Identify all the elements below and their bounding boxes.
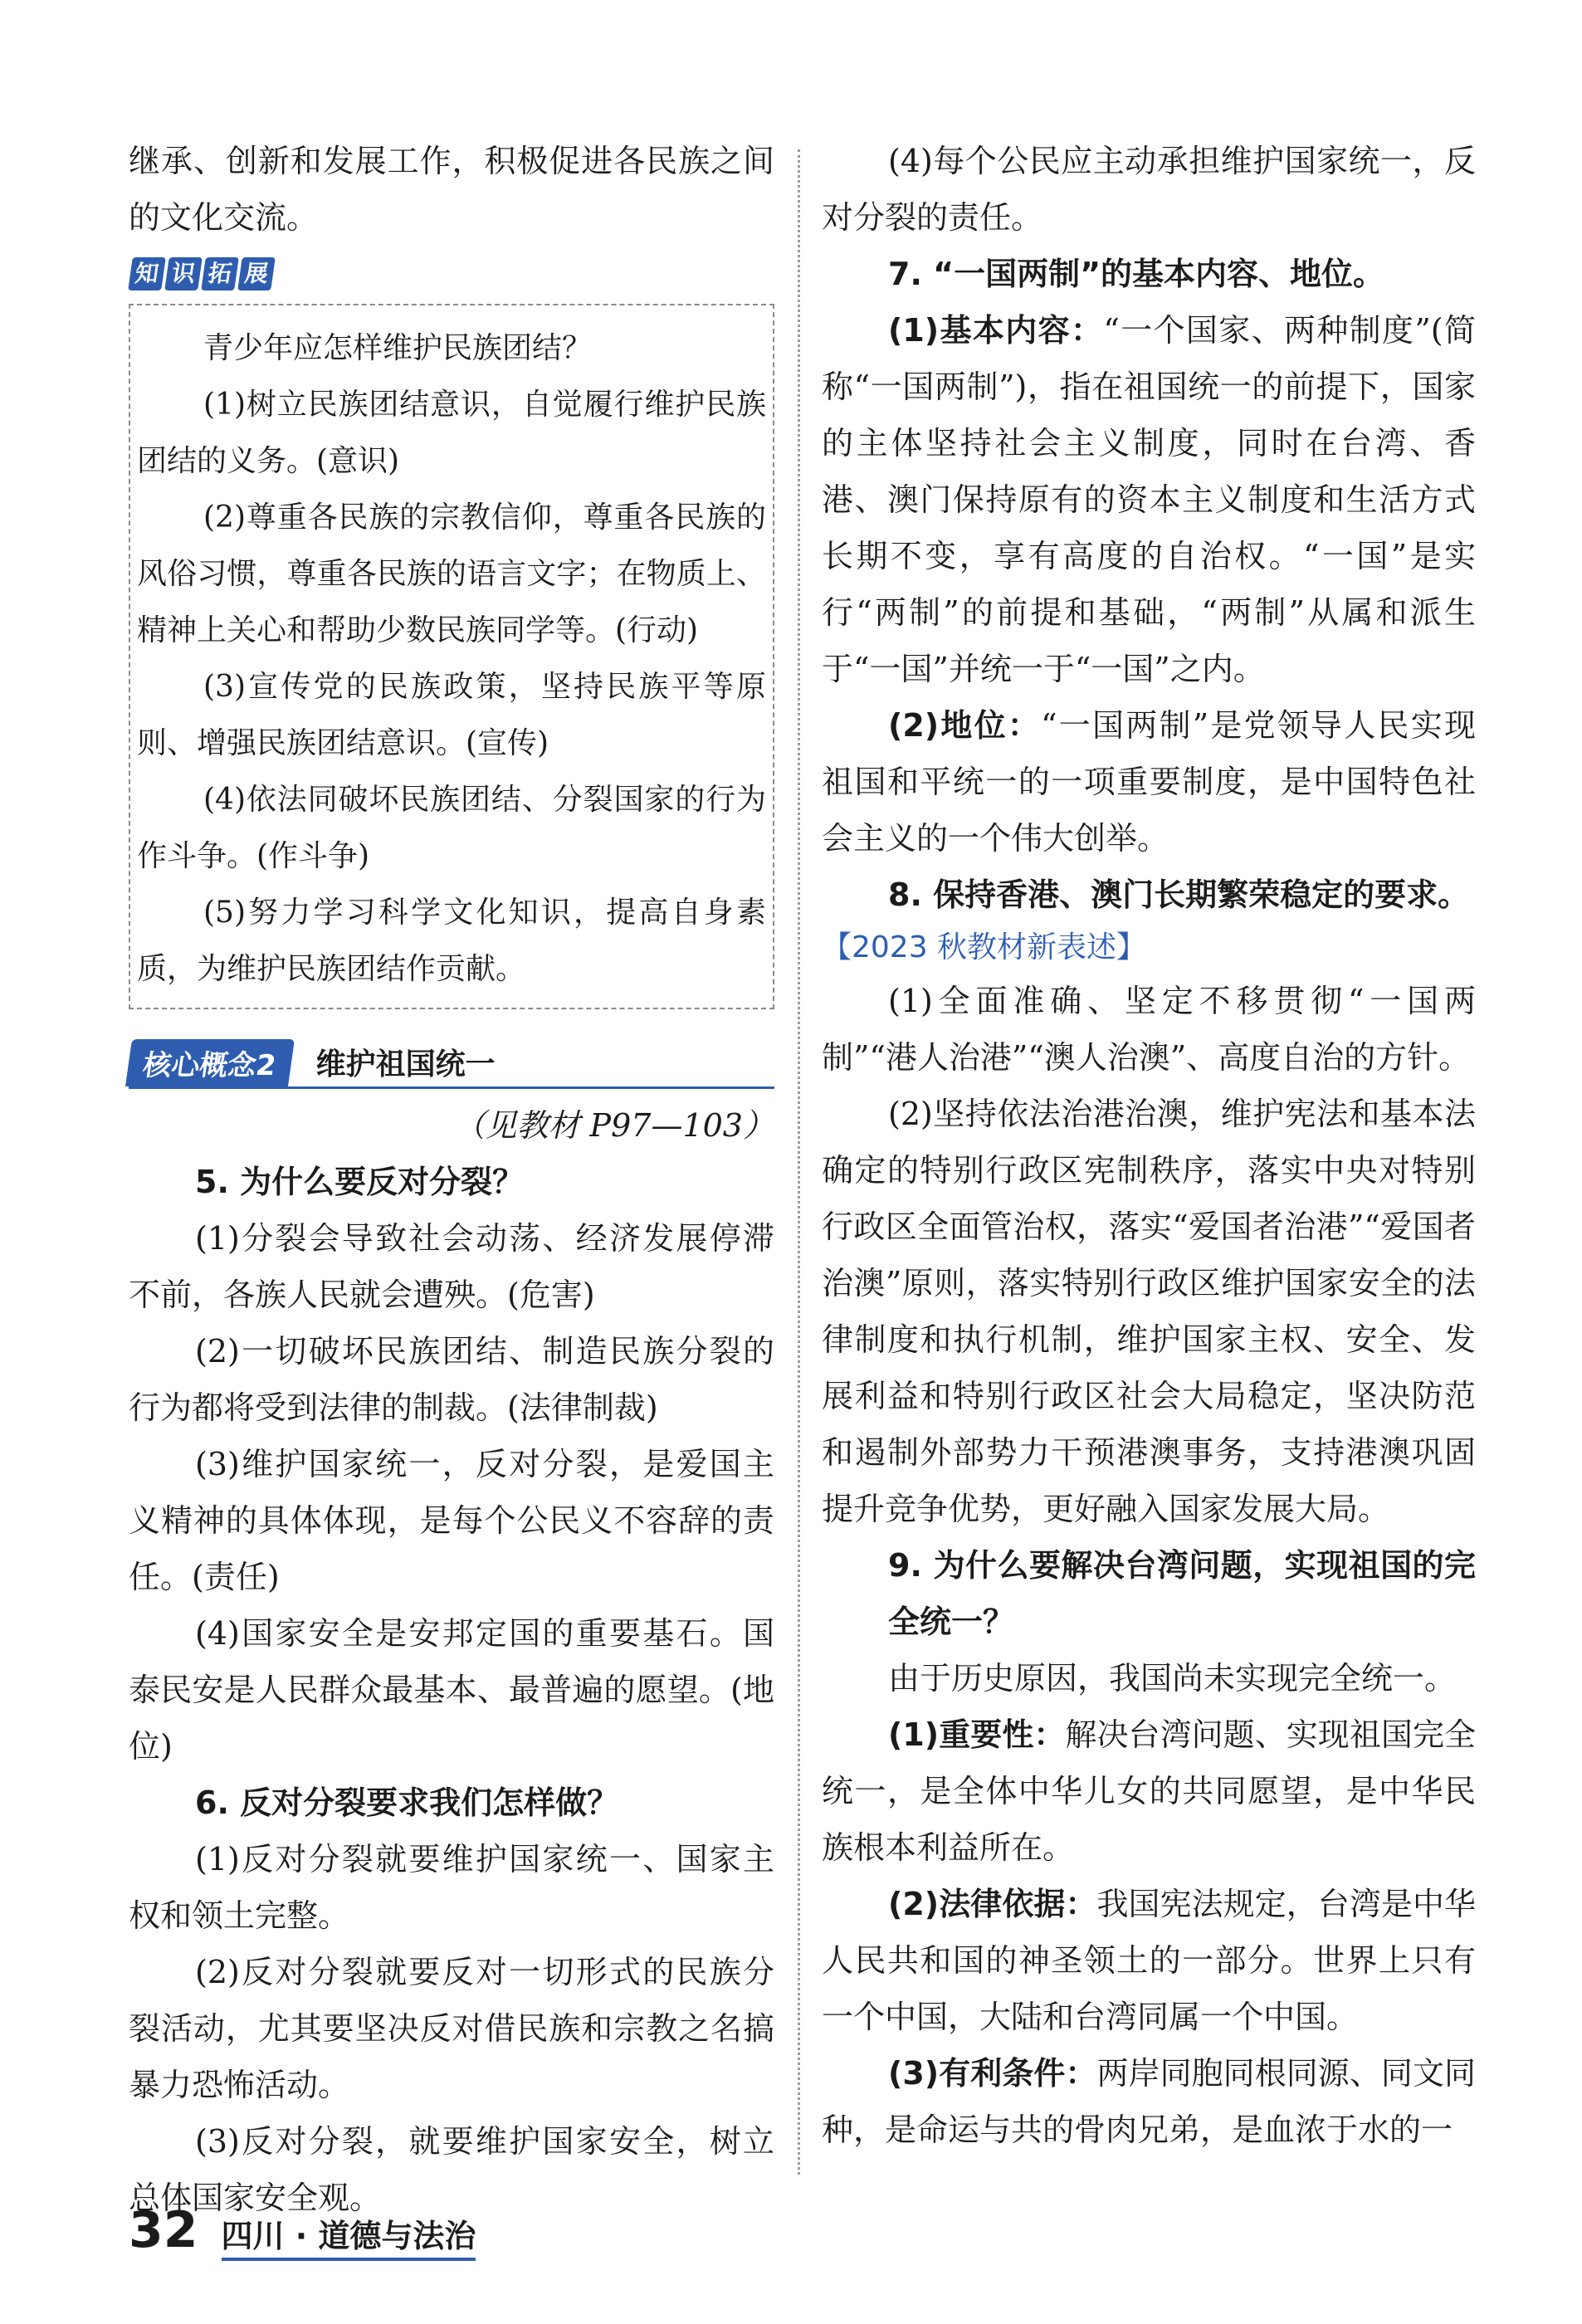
intro-paragraph: 继承、创新和发展工作，积极促进各民族之间的文化交流。 (129, 143, 774, 236)
column-divider (798, 149, 800, 2175)
extension-item: (2)尊重各民族的宗教信仰，尊重各民族的风俗习惯，尊重各民族的语言文字；在物质上、精神上关心和帮助少数民族同学等。(行动) (137, 500, 766, 647)
core-concept-badge: 核心概念2 (125, 1039, 295, 1086)
right-column (822, 133, 1476, 2158)
q8-item: (1)全面准确、坚定不移贯彻“一国两制”“港人治港”“澳人治澳”、高度自治的方针。 (822, 983, 1476, 1076)
textbook-reference: （见教材 P97—103） (453, 1107, 774, 1144)
q6-item: (3)反对分裂，就要维护国家安全，树立总体国家安全观。 (129, 2123, 774, 2216)
new-textbook-tag: 【2023 秋教材新表述】 (822, 930, 1147, 964)
q9-item-1: (1)重要性：解决台湾问题、实现祖国完全统一，是全体中华儿女的共同愿望，是中华民族根本利益所在。 (822, 1716, 1476, 1866)
q9-intro: 由于历史原因，我国尚未实现完全统一。 (888, 1660, 1457, 1697)
q6-item: (1)反对分裂就要维护国家统一、国家主权和领土完整。 (129, 1841, 774, 1934)
q7-content-1: (1)基本内容：“一个国家、两种制度”(简称“一国两制”)，指在祖国统一的前提下，国家的主体坚持社会主义制度，同时在台湾、香港、澳门保持原有的资本主义制度和生活方式长期不变，享有高度的自治权。“一国”是实行“两制”的前提和基础，“两制”从属和派生于“一国”并统一于“一国”之内。 (822, 312, 1476, 687)
knowledge-extension-tag: 知 识 拓 展 (130, 257, 774, 290)
core-concept-header (129, 1039, 774, 1089)
q7-content-2: (2)地位：“一国两制”是党领导人民实现祖国和平统一的一项重要制度，是中国特色社会主义的一个伟大创举。 (822, 707, 1476, 857)
continued-item: (4)每个公民应主动承担维护国家统一，反对分裂的责任。 (822, 143, 1476, 236)
page-footer (129, 2201, 476, 2261)
question-5-title: 5. 为什么要反对分裂？ (195, 1164, 525, 1200)
core-concept-title: 维护祖国统一 (315, 1047, 496, 1081)
q9-item-3: (3)有利条件：两岸同胞同根同源、同文同种，是命运与共的骨肉兄弟，是血浓于水的一 (822, 2055, 1476, 2148)
question-6-title: 6. 反对分裂要求我们怎样做？ (195, 1784, 619, 1821)
q5-item: (1)分裂会导致社会动荡、经济发展停滞不前，各族人民就会遭殃。(危害) (129, 1220, 774, 1313)
extension-item: (5)努力学习科学文化知识，提高自身素质，为维护民族团结作贡献。 (137, 896, 766, 986)
question-8-title: 8. 保持香港、澳门长期繁荣稳定的要求。 (888, 876, 1470, 913)
subject-label: 四川 · 道德与法治 (222, 2210, 476, 2261)
q6-item: (2)反对分裂就要反对一切形式的民族分裂活动，尤其要坚决反对借民族和宗教之名搞暴力恐怖活动。 (129, 1954, 774, 2103)
q9-item-2: (2)法律依据：我国宪法规定，台湾是中华人民共和国的神圣领土的一部分。世界上只有一个中国，大陆和台湾同属一个中国。 (822, 1886, 1476, 2035)
left-column (129, 133, 774, 2226)
question-9-title: 9. 为什么要解决台湾问题，实现祖国的完全统一？ (888, 1547, 1476, 1640)
extension-item: (4)依法同破坏民族团结、分裂国家的行为作斗争。(作斗争) (137, 783, 766, 873)
extension-item: (1)树立民族团结意识，自觉履行维护民族团结的义务。(意识) (137, 388, 766, 478)
q5-item: (4)国家安全是安邦定国的重要基石。国泰民安是人民群众最基本、最普遍的愿望。(地位) (129, 1615, 774, 1765)
question-7-title: 7. “一国两制”的基本内容、地位。 (888, 256, 1385, 292)
extension-title: 青少年应怎样维护民族团结？ (203, 331, 593, 365)
page-number: 32 (129, 2201, 198, 2259)
extension-item: (3)宣传党的民族政策，坚持民族平等原则、增强民族团结意识。(宣传) (137, 670, 766, 760)
knowledge-extension-box (129, 304, 774, 1009)
q5-item: (2)一切破坏民族团结、制造民族分裂的行为都将受到法律的制裁。(法律制裁) (129, 1333, 774, 1426)
q8-item: (2)坚持依法治港治澳，维护宪法和基本法确定的特别行政区宪制秩序，落实中央对特别行政区全面管治权，落实“爱国者治港”“爱国者治澳”原则，落实特别行政区维护国家安全的法律制度和执行机制，维护国家主权、安全、发展利益和特别行政区社会大局稳定，坚决防范和遏制外部势力干预港澳事务，支持港澳巩固提升竞争优势，更好融入国家发展大局。 (822, 1096, 1476, 1527)
q5-item: (3)维护国家统一，反对分裂，是爱国主义精神的具体体现，是每个公民义不容辞的责任。(责任) (129, 1446, 774, 1595)
